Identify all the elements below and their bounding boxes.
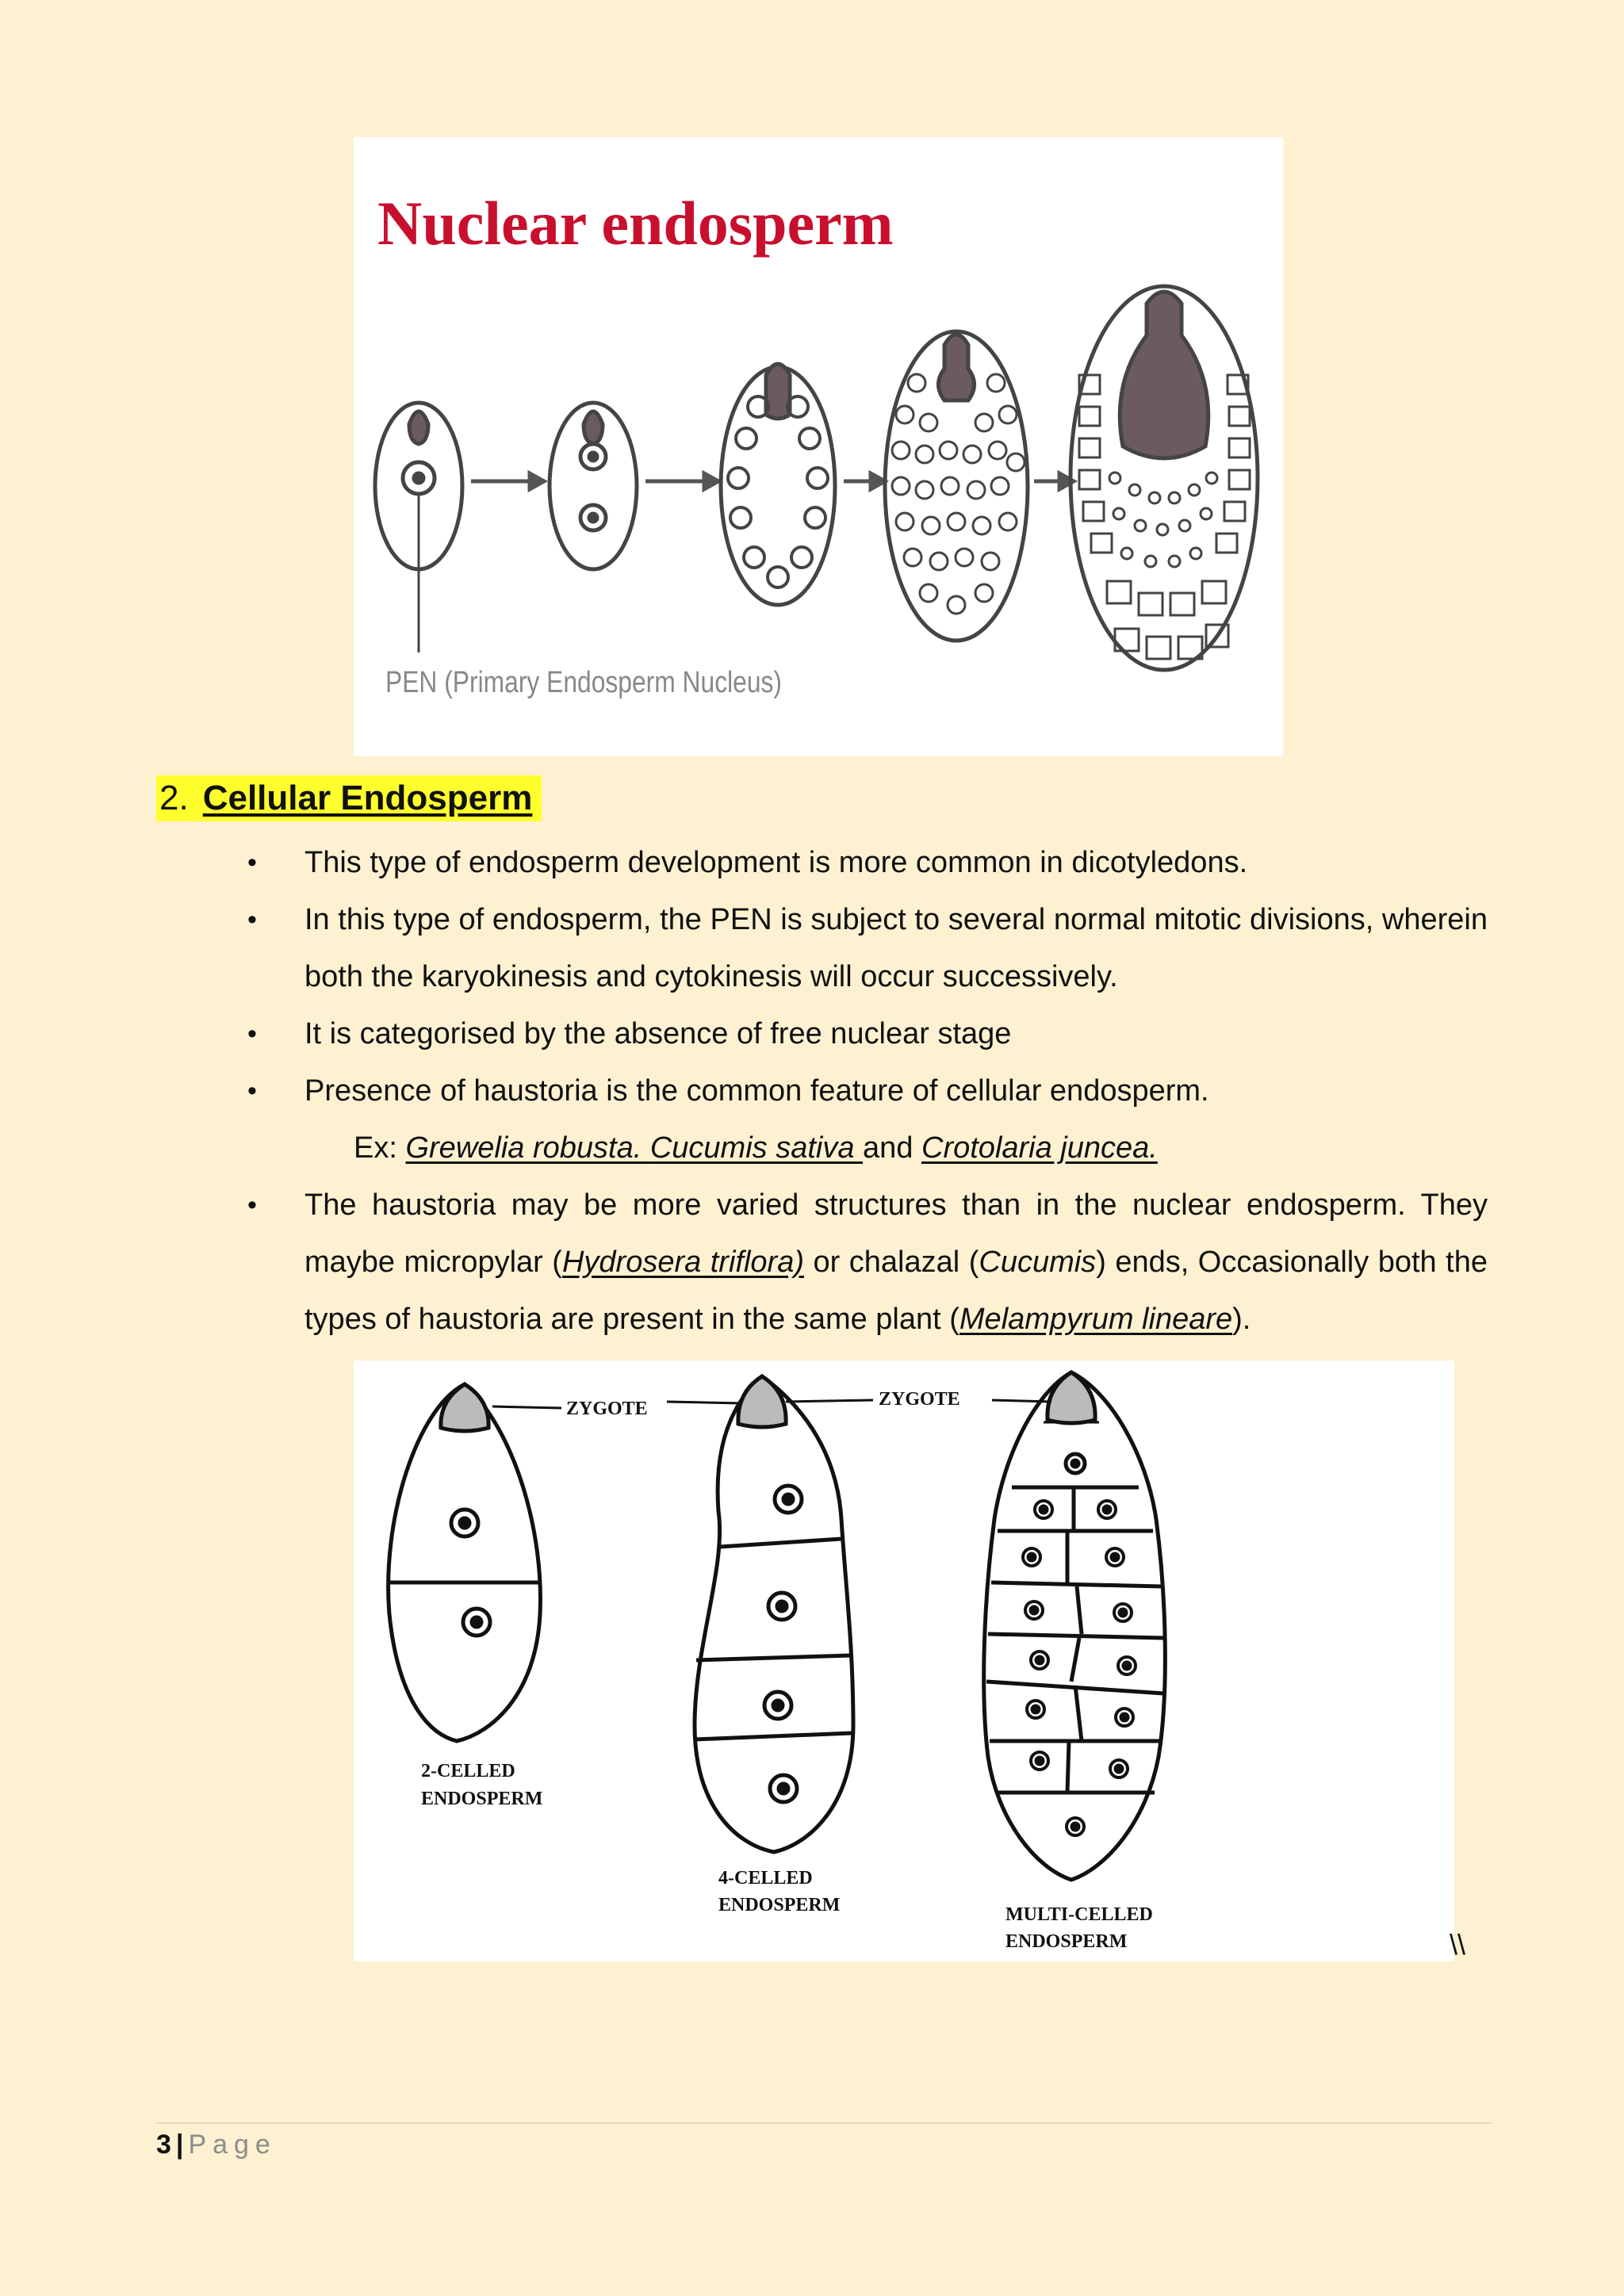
example-prefix: Ex: (354, 1131, 397, 1165)
page-footer (156, 2130, 277, 2160)
four-celled-endosperm-diagram (667, 1376, 873, 1852)
bullet-dot: • (247, 848, 257, 878)
page-word: Page (188, 2130, 277, 2160)
section-title: Cellular Endosperm (202, 779, 533, 817)
species-name: Cucumis (979, 1246, 1097, 1279)
page-number: 3 (156, 2130, 171, 2160)
bullet-item (247, 1062, 1488, 1119)
section-number: 2. (159, 779, 189, 817)
pen-caption: PEN (Primary Endosperm Nucleus) (385, 666, 782, 699)
bullet-text: The haustoria may be more varied structures than in the nuclear endosperm. They maybe micropylar ( (304, 1188, 1488, 1279)
species-name: Hydrosera triflora) (561, 1246, 804, 1279)
example-species: Grewelia robusta. (405, 1131, 650, 1165)
figure-title: Nuclear endosperm (377, 189, 894, 258)
bullet-text: or chalazal ( (804, 1246, 979, 1279)
stage-3-embryo-sac (721, 364, 835, 605)
multi-celled-label: MULTI-CELLED (1005, 1904, 1153, 1925)
bullet-text: ). (1232, 1303, 1251, 1336)
zygote-label: ZYGOTE (566, 1399, 648, 1419)
bullet-dot: • (247, 1190, 257, 1220)
bullet-dot: • (247, 905, 257, 935)
bullet-text: This type of endosperm development is more common in dicotyledons. (304, 846, 1248, 879)
four-celled-label: 4-CELLED (718, 1868, 813, 1888)
stray-mark: \\ (1450, 1928, 1466, 1961)
footer-divider (156, 2122, 1492, 2124)
arrow-3 (844, 473, 885, 489)
example-species: Cucumis sativa (649, 1131, 864, 1165)
arrow-4 (1034, 473, 1074, 489)
bullet-text: ) ends, Occasionally both the types of haustoria are present in the same plant ( (304, 1246, 1488, 1336)
multi-celled-label: ENDOSPERM (1005, 1931, 1128, 1952)
bullet-text: It is categorised by the absence of free nuclear stage (304, 1017, 1012, 1050)
bullet-item (247, 891, 1488, 1005)
species-name: Melampyrum lineare (959, 1303, 1233, 1336)
bullet-item (247, 834, 1488, 891)
stage-4-embryo-sac (885, 331, 1028, 641)
arrow-1 (471, 473, 544, 489)
bullet-text: Presence of haustoria is the common feature of cellular endosperm. (304, 1074, 1209, 1108)
stage-1-embryo-sac (375, 403, 462, 652)
bullet-dot: • (247, 1019, 257, 1049)
stage-2-embryo-sac (550, 403, 637, 569)
nuclear-endosperm-figure (354, 137, 1283, 756)
stage-5-embryo-sac (1071, 286, 1258, 670)
cellular-endosperm-figure (354, 1360, 1454, 1961)
two-celled-endosperm-diagram (389, 1384, 561, 1741)
footer-separator: | (175, 2130, 184, 2160)
arrow-2 (645, 473, 718, 489)
example-line (304, 1119, 1488, 1177)
multi-celled-endosperm-diagram (984, 1372, 1166, 1880)
four-celled-label: ENDOSPERM (718, 1895, 841, 1915)
bullet-item (247, 1005, 1488, 1062)
bullet-dot: • (247, 1076, 257, 1106)
example-species: Crotolaria juncea. (921, 1131, 1158, 1165)
two-celled-label: ENDOSPERM (421, 1789, 543, 1809)
section-heading (156, 775, 542, 821)
bullet-text: In this type of endosperm, the PEN is subject to several normal mitotic divisions, wherein both the karyokinesis and cytokinesis will occur successively. (304, 903, 1488, 993)
bullet-item (247, 1177, 1488, 1348)
zygote-label: ZYGOTE (879, 1389, 960, 1410)
two-celled-label: 2-CELLED (421, 1761, 515, 1781)
example-and: and (863, 1131, 914, 1165)
bullet-list (247, 834, 1488, 1348)
